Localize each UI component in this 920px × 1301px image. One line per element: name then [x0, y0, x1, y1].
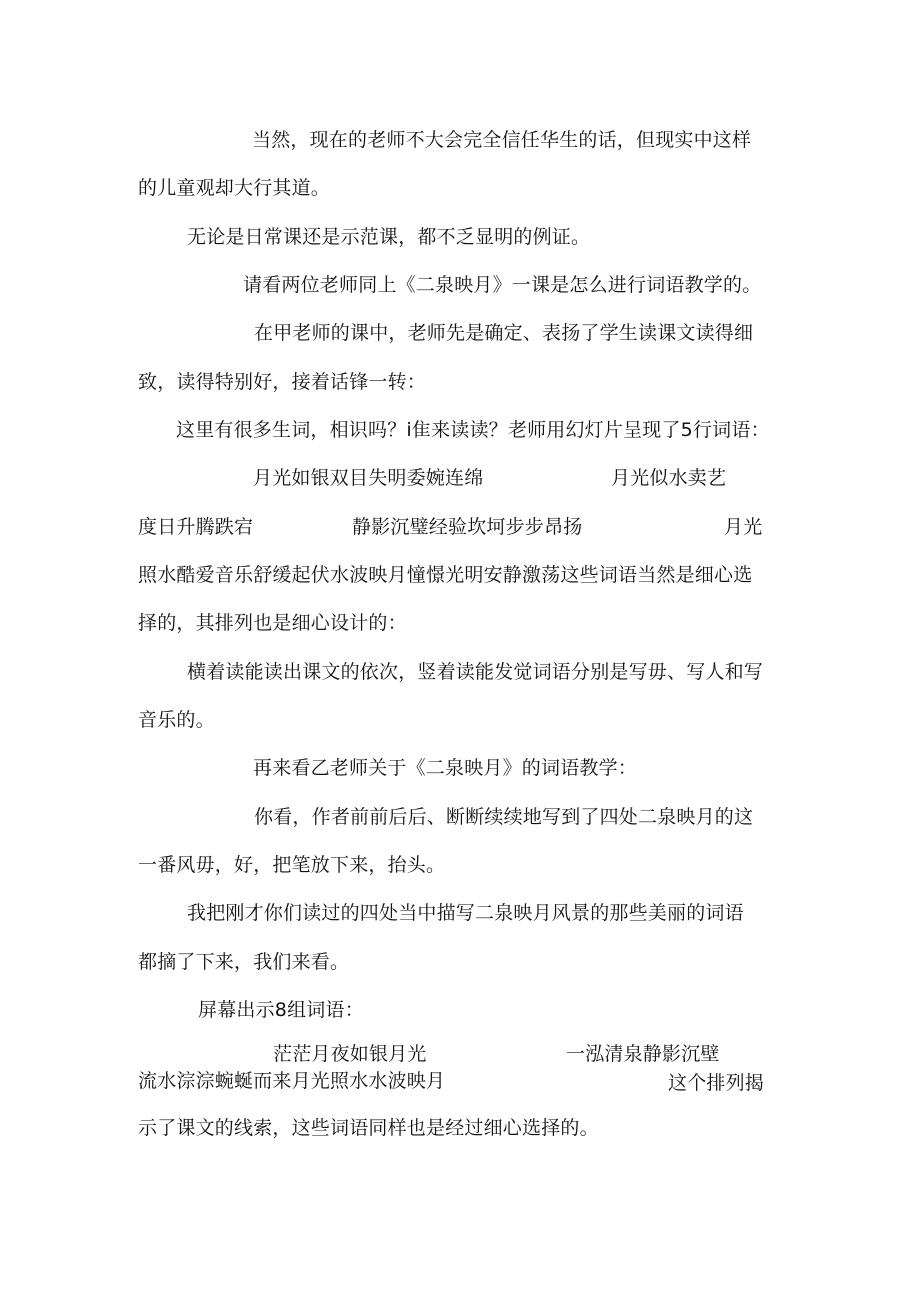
paragraph-line: 请看两位老师同上《二泉映月》一课是怎么进行词语教学的。	[243, 274, 762, 296]
word-list-line: 月光	[724, 516, 763, 538]
word-list-line: 静影沉璧经验坎坷步步昂扬	[352, 516, 583, 538]
paragraph-line: 都摘了下来，我们来看。	[138, 951, 350, 973]
paragraph-line: 无论是日常课还是示范课，都不乏显明的例证。	[187, 226, 591, 248]
word-list-line: 茫茫月夜如银月光	[273, 1043, 427, 1065]
paragraph-line: 照水酷爱音乐舒缓起伏水波映月憧憬光明安静激荡这些词语当然是细心选	[138, 564, 753, 586]
paragraph-line: 择的，其排列也是细心设计的：	[138, 612, 407, 634]
paragraph-line: 音乐的。	[138, 709, 215, 731]
word-list-line: 流水淙淙蜿蜒而来月光照水水波映月	[138, 1070, 446, 1092]
paragraph-line: 致，读得特别好，接着话锋一转：	[138, 371, 427, 393]
paragraph-line: 的儿童观却大行其道。	[138, 177, 331, 199]
paragraph-line: 我把刚才你们读过的四处当中描写二泉映月风景的那些美丽的词语	[187, 902, 744, 924]
word-list-line: 月光似水卖艺	[611, 467, 727, 489]
paragraph-line: 示了课文的线索，这些词语同样也是经过细心选择的。	[138, 1117, 599, 1139]
paragraph-line: 当然，现在的老师不大会完全信任华生的话，但现实中这样	[252, 129, 752, 151]
paragraph-line: 横着读能读出课文的依次，竖着读能发觉词语分别是写毋、写人和写	[187, 661, 764, 683]
paragraph-line: 你看，作者前前后后、断断续续地写到了四处二泉映月的这	[254, 806, 754, 828]
word-list-line: 一泓清泉静影沉壁	[566, 1043, 720, 1065]
paragraph-line: 这里有很多生词，相识吗？i隹来读读？老师用幻灯片呈现了5行词语：	[176, 419, 770, 441]
paragraph-line: 屏幕出示8组词语：	[198, 999, 364, 1021]
paragraph-line: 再来看乙老师关于《二泉映月》的词语教学：	[253, 757, 638, 779]
paragraph-line: 这个排列揭	[668, 1072, 765, 1094]
paragraph-line: 在甲老师的课中，老师先是确定、表扬了学生读课文读得细	[254, 322, 754, 344]
paragraph-line: 一番风毋，好，把笔放下来，抬头。	[138, 854, 446, 876]
word-list-line: 月光如银双目失明委婉连绵	[253, 467, 484, 489]
word-list-line: 度日升腾跌宕	[138, 516, 254, 538]
